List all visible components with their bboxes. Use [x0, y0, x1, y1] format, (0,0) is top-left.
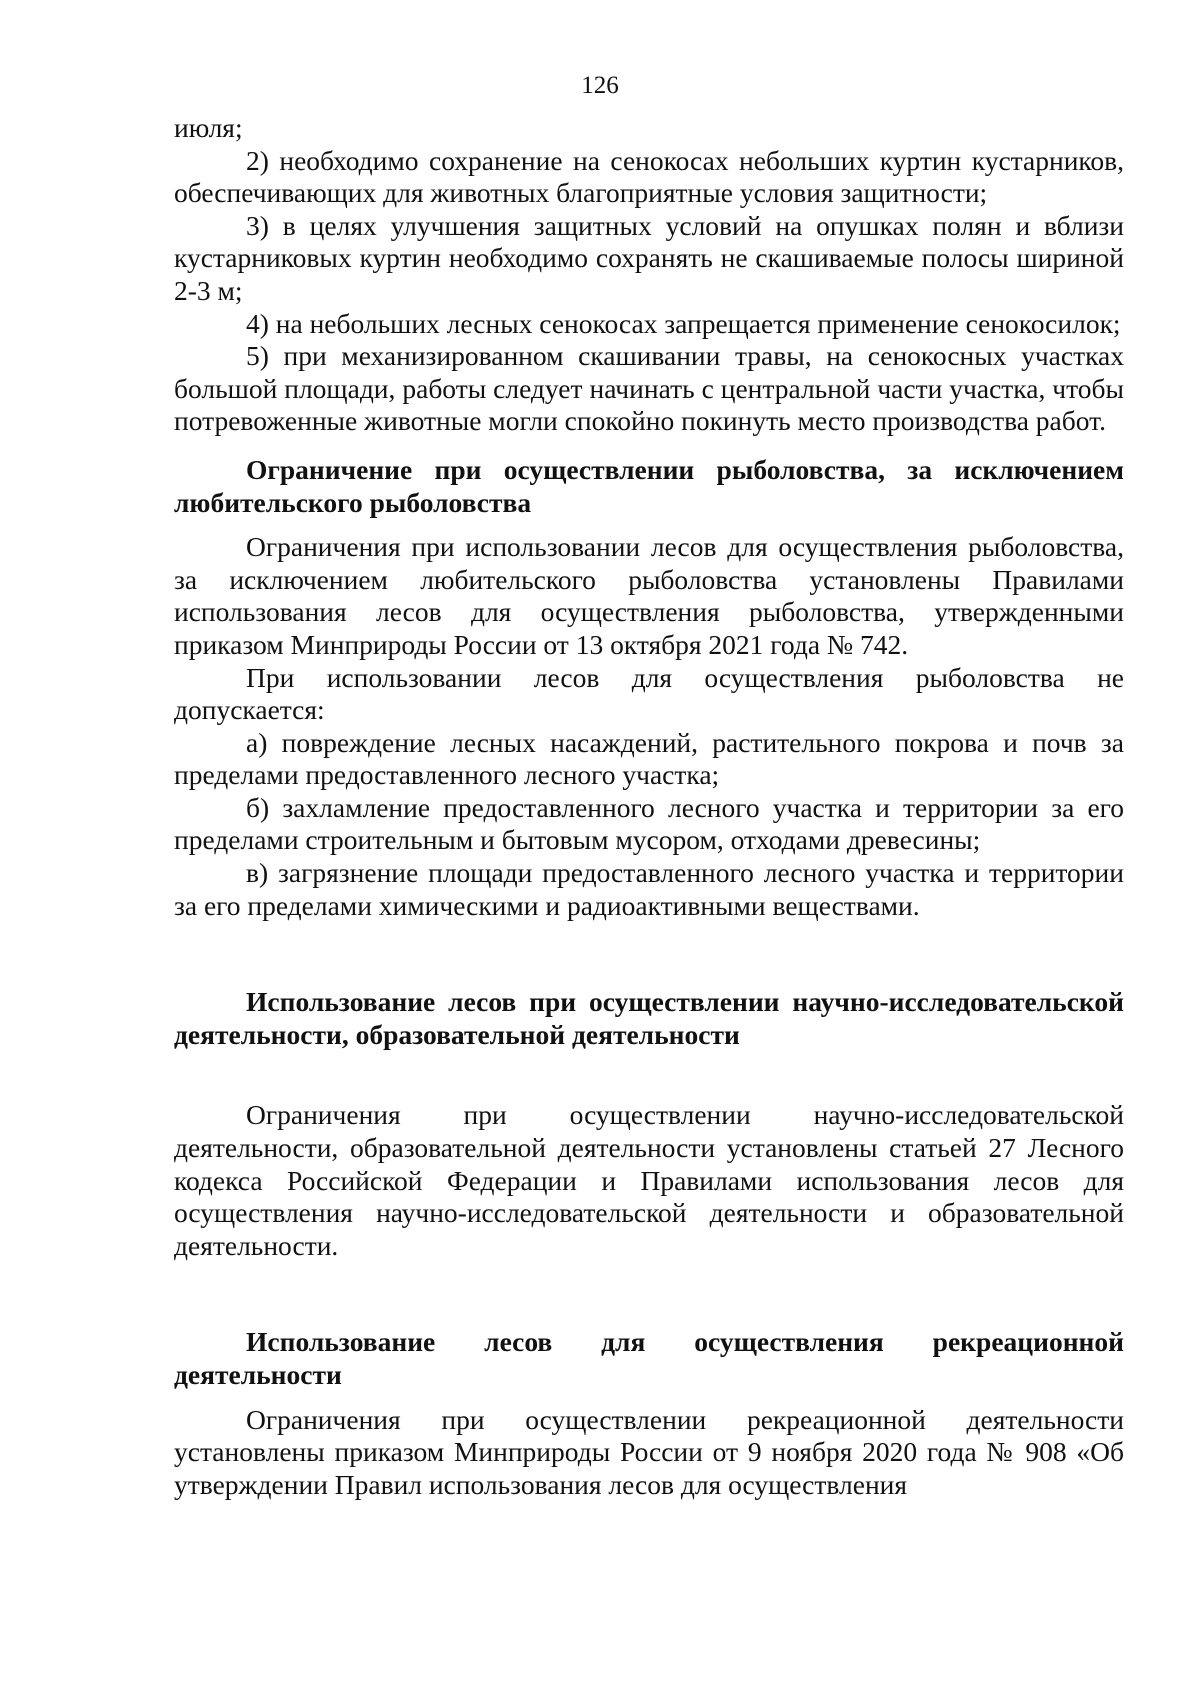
paragraph: Ограничения при осуществлении рекреационной деятельности установлены приказом Минприроды России от 9 ноября 2020 года № 908 «Об утверждении Правил использования лесов для осуществления [174, 1403, 1124, 1500]
list-item: а) повреждение лесных насаждений, растительного покрова и почв за пределами предоставленного лесного участка; [174, 726, 1124, 791]
list-item: 2) необходимо сохранение на сенокосах небольших куртин кустарников, обеспечивающих для животных благоприятные условия защитности; [174, 144, 1124, 209]
paragraph: Ограничения при осуществлении научно-исследовательской деятельности, образовательной деятельности установлены статьей 27 Лесного кодекса Российской Федерации и Правилами использования лесов для осуществления научно-исследовательской деятельности и образовательной деятельности. [174, 1099, 1124, 1261]
paragraph: При использовании лесов для осуществления рыболовства не допускается: [174, 661, 1124, 726]
paragraph: Ограничения при использовании лесов для осуществления рыболовства, за исключением любительского рыболовства установлены Правилами использования лесов для осуществления рыболовства, утвержденными приказом Минприроды России от 13 октября 2021 года № 742. [174, 531, 1124, 660]
paragraph: июля; [174, 112, 243, 143]
section-heading: Использование лесов для осуществления рекреационной деятельности [174, 1326, 1124, 1390]
list-item: 5) при механизированном скашивании травы, на сенокосных участках большой площади, работы следует начинать с центральной части участка, чтобы потревоженные животные могли спокойно покинуть место производства работ. [174, 340, 1124, 437]
document-body [174, 112, 1124, 1501]
list-item: в) загрязнение площади предоставленного лесного участка и территории за его пределами химическими и радиоактивными веществами. [174, 857, 1124, 921]
list-item: 4) на небольших лесных сенокосах запрещается применение сенокосилок; [246, 307, 1121, 339]
page-number: 126 [581, 72, 619, 99]
section-heading: Использование лесов при осуществлении научно-исследовательской деятельности, образовательной деятельности [174, 986, 1124, 1050]
list-item: б) захламление предоставленного лесного участка и территории за его пределами строительным и бытовым мусором, отходами древесины; [174, 791, 1124, 856]
list-item: 3) в целях улучшения защитных условий на опушках полян и вблизи кустарниковых куртин необходимо сохранять не скашиваемые полосы шириной 2-3 м; [174, 209, 1124, 306]
section-heading: Ограничение при осуществлении рыболовства, за исключением любительского рыболовства [174, 453, 1124, 518]
